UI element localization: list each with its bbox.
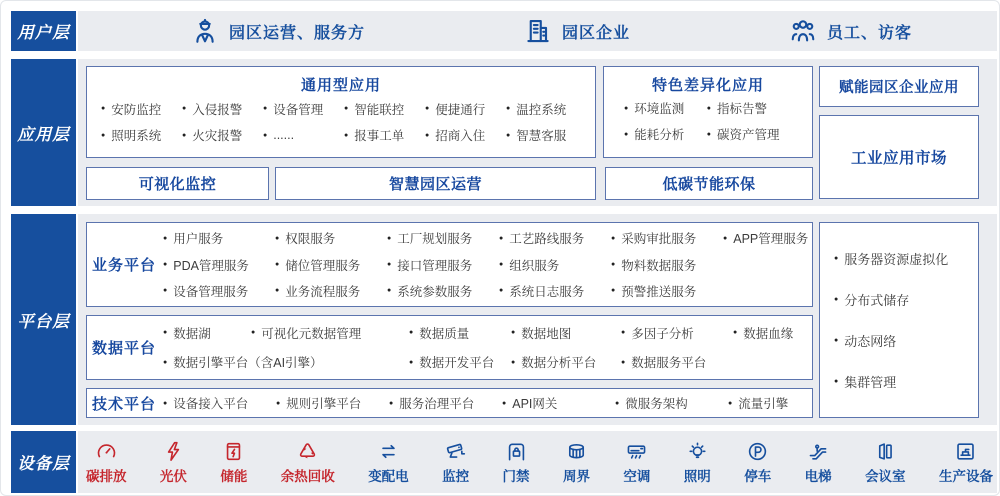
tech-platform-title: 技术平台: [91, 395, 156, 413]
service-item: ● 数据地图: [511, 324, 621, 342]
parking-icon: [746, 440, 769, 463]
device-solar: 光伏: [160, 440, 187, 485]
business-platform-box: [86, 222, 813, 307]
device-perimeter: 周界: [563, 440, 590, 485]
service-item: ● 多因子分析: [621, 324, 733, 342]
app-item: ● 智能联控: [344, 100, 425, 118]
device-energy-storage: 储能: [220, 440, 247, 485]
user-layer-label: 用户层: [11, 11, 76, 51]
service-item: ● 组织服务: [499, 256, 611, 274]
device-carbon-emission: 碳排放: [86, 440, 127, 485]
device-elevator: 电梯: [805, 440, 832, 485]
service-item: ● 数据引擎平台（含AI引擎）: [163, 353, 409, 371]
app-layer-label: 应用层: [11, 59, 76, 206]
infra-item: ● 服务器资源虚拟化: [834, 249, 978, 268]
empower-apps-box: 赋能园区企业应用: [819, 66, 979, 107]
perimeter-icon: [565, 440, 588, 463]
app-item: ● 安防监控: [101, 100, 182, 118]
smart-park-ops-box: 智慧园区运营: [275, 167, 596, 200]
user-group-label: 员工、访客: [826, 24, 912, 42]
device-layer-label: 设备层: [11, 431, 76, 493]
service-item: ● PDA管理服务: [163, 256, 275, 274]
device-meeting-room: 会议室: [865, 440, 906, 485]
production-equipment-icon: [954, 440, 977, 463]
device-air-conditioning: 空调: [623, 440, 650, 485]
device-power-distribution: 变配电: [368, 440, 409, 485]
device-heat-recovery: 余热回收: [281, 440, 335, 485]
escalator-icon: [807, 440, 830, 463]
service-item: ● 储位管理服务: [275, 256, 387, 274]
app-item: ● 指标告警: [707, 99, 806, 117]
building-icon: [523, 16, 553, 46]
data-platform-grid: [157, 316, 812, 379]
service-item: ● 微服务架构: [615, 394, 728, 412]
infra-item: ● 集群管理: [834, 372, 978, 391]
low-carbon-box: 低碳节能环保: [605, 167, 813, 200]
device-layer-row: [86, 436, 993, 488]
special-apps-grid: [604, 95, 812, 157]
visual-monitoring-box: 可视化监控: [86, 167, 269, 200]
infra-item: ● 动态网络: [834, 331, 978, 350]
app-item: ● 照明系统: [101, 126, 182, 144]
user-group-label: 园区运营、服务方: [228, 24, 365, 42]
general-apps-grid: [87, 95, 595, 157]
service-item: ● 系统日志服务: [499, 282, 611, 300]
service-item: ● 用户服务: [163, 229, 275, 247]
device-lighting: 照明: [684, 440, 711, 485]
user-group-enterprises: [523, 16, 630, 46]
general-apps-box: [86, 66, 596, 158]
app-item: ● 碳资产管理: [707, 125, 806, 143]
device-access-control: 门禁: [503, 440, 530, 485]
infra-item: ● 分布式储存: [834, 290, 978, 309]
service-item: ● 可视化元数据管理: [251, 324, 409, 342]
lightning-icon: [162, 440, 185, 463]
service-item: ● 设备管理服务: [163, 282, 275, 300]
service-item: ● 数据血缘: [733, 324, 806, 342]
tech-platform-box: [86, 388, 813, 418]
business-platform-title: 业务平台: [91, 257, 156, 274]
cctv-icon: [444, 440, 467, 463]
industrial-market-box: 工业应用市场: [819, 115, 979, 199]
service-item: ● 业务流程服务: [275, 282, 387, 300]
business-platform-grid: [157, 223, 814, 306]
app-item: ● 智慧客服: [506, 126, 587, 144]
recycle-icon: [296, 440, 319, 463]
data-platform-box: [86, 315, 813, 380]
service-item: ● APP管理服务: [723, 229, 808, 247]
service-item: ● API网关: [502, 394, 615, 412]
user-group-operators: [190, 16, 365, 46]
service-item: ● 数据湖: [163, 324, 251, 342]
app-item: ● 能耗分析: [624, 125, 707, 143]
app-item: ● 招商入住: [425, 126, 506, 144]
service-item: ● 数据开发平台: [409, 353, 511, 371]
infra-box: [819, 222, 979, 418]
gauge-icon: [95, 440, 118, 463]
app-item: ● 报事工单: [344, 126, 425, 144]
worker-icon: [190, 16, 220, 46]
service-item: ● 规则引擎平台: [276, 394, 389, 412]
service-item: ● 接口管理服务: [387, 256, 499, 274]
service-item: ● 服务治理平台: [389, 394, 502, 412]
air-conditioner-icon: [625, 440, 648, 463]
battery-icon: [222, 440, 245, 463]
app-item: ● ......: [263, 126, 344, 144]
service-item: ● 采购审批服务: [611, 229, 723, 247]
visitors-icon: [788, 16, 818, 46]
door-lock-icon: [505, 440, 528, 463]
tech-platform-grid: [157, 389, 812, 417]
service-item: ● 数据分析平台: [511, 353, 621, 371]
general-apps-title: 通用型应用: [300, 77, 381, 94]
data-platform-title: 数据平台: [91, 340, 156, 357]
device-parking: 停车: [744, 440, 771, 485]
platform-layer-label: 平台层: [11, 214, 76, 425]
service-item: ● 预警推送服务: [611, 282, 723, 300]
app-item: ● 环境监测: [624, 99, 707, 117]
user-layer-row: [111, 11, 991, 51]
service-item: ● 数据质量: [409, 324, 511, 342]
service-item: ● 物料数据服务: [611, 256, 723, 274]
swap-arrows-icon: [377, 440, 400, 463]
service-item: ● 数据服务平台: [621, 353, 733, 371]
meeting-room-icon: [874, 440, 897, 463]
device-surveillance: 监控: [442, 440, 469, 485]
service-item: ● 权限服务: [275, 229, 387, 247]
service-item: ● 工厂规划服务: [387, 229, 499, 247]
app-item: ● 便捷通行: [425, 100, 506, 118]
app-item: ● 火灾报警: [182, 126, 263, 144]
service-item: ● 系统参数服务: [387, 282, 499, 300]
service-item: ● 流量引擎: [728, 394, 806, 412]
user-group-label: 园区企业: [561, 24, 630, 42]
service-item: ● 工艺路线服务: [499, 229, 611, 247]
special-apps-title: 特色差异化应用: [651, 77, 764, 94]
service-item: ● 设备接入平台: [163, 394, 276, 412]
app-item: ● 设备管理: [263, 100, 344, 118]
device-production-equipment: 生产设备: [939, 440, 993, 485]
special-apps-box: [603, 66, 813, 158]
app-item: ● 入侵报警: [182, 100, 263, 118]
user-group-visitors: [788, 16, 912, 46]
light-bulb-icon: [686, 440, 709, 463]
app-item: ● 温控系统: [506, 100, 587, 118]
